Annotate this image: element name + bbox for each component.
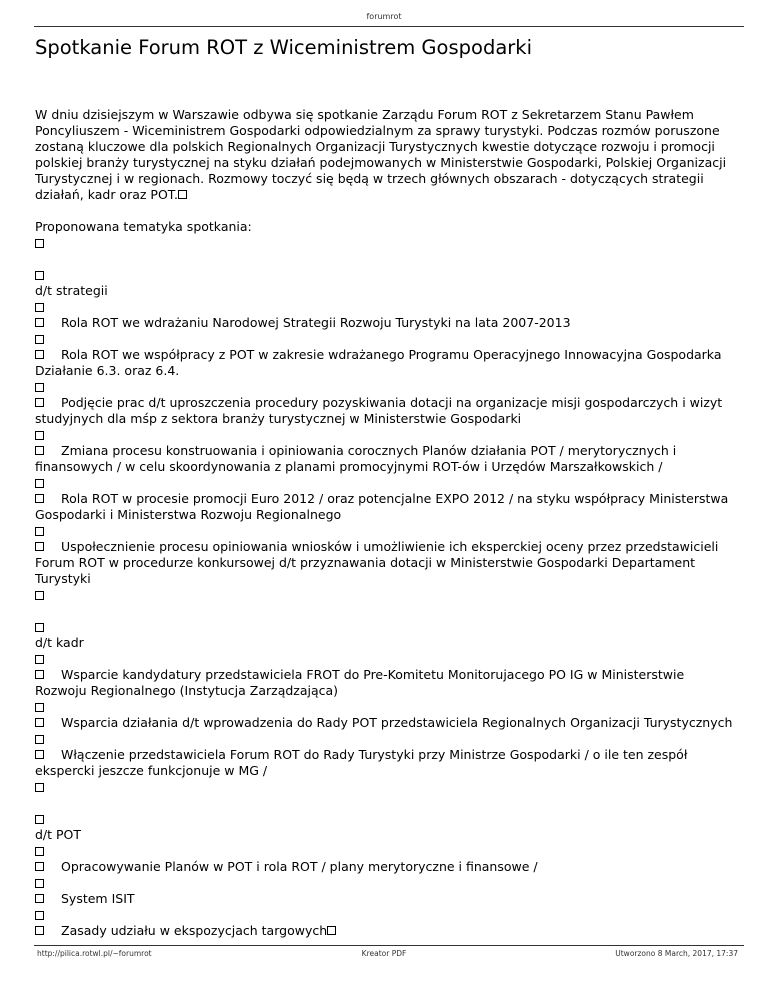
list-item: [35, 715, 738, 731]
placeholder-glyph: [35, 926, 44, 935]
placeholder-glyph: [35, 862, 44, 871]
list-item-text: Wsparcia działania d/t wprowadzenia do Rady POT przedstawiciela Regionalnych Organizacji Turystycznych: [61, 715, 733, 730]
topic-section: [35, 267, 738, 619]
list-item-text: Zmiana procesu konstruowania i opiniowania corocznych Planów działania POT / merytorycznych i finansowych / w celu skoordynowania z planami promocyjnymi ROT-ów i Urzędów Marszałkowskich /: [35, 443, 677, 474]
intro-text: W dniu dzisiejszym w Warszawie odbywa się spotkanie Zarządu Forum ROT z Sekretarzem Stanu Pawłem Poncyliuszem - Wiceministrem Gospodarki odpowiedzialnym za sprawy turystyki. Podczas rozmów poruszone zostaną kluczowe dla polskich Regionalnych Organizacji Turystycznych kwestie dotyczące rozwoju i promocji polskiej branży turystycznej na styku działań podejmowanych w Ministerstwie Gospodarki, Polskiej Organizacji Turystycznej i w regionach. Rozmowy toczyć się będą w trzech głównych obszarach - dotyczących strategii działań, kadr oraz POT.: [35, 107, 727, 202]
placeholder-glyph: [35, 703, 44, 712]
list-item-text: System ISIT: [61, 891, 135, 906]
list-item-text: Rola ROT we wdrażaniu Narodowej Strategii Rozwoju Turystyki na lata 2007-2013: [61, 315, 571, 330]
placeholder-glyph: [35, 446, 44, 455]
placeholder-glyph: [35, 431, 44, 440]
placeholder-glyph: [35, 815, 44, 824]
list-item: [35, 539, 738, 587]
topics-list: [35, 267, 738, 939]
placeholder-glyph: [35, 271, 44, 280]
list-item: [35, 315, 738, 331]
list-item-text: Zasady udziału w ekspozycjach targowych: [61, 923, 328, 938]
page-title: Spotkanie Forum ROT z Wiceministrem Gospodarki: [35, 36, 532, 59]
list-item-text: Podjęcie prac d/t uproszczenia procedury pozyskiwania dotacji na organizacje misji gospodarczych i wizyt studyjnych dla mśp z sektora branży turystycznej w Ministerstwie Gospodarki: [35, 395, 723, 426]
placeholder-glyph: [178, 190, 187, 199]
list-item: [35, 443, 738, 475]
placeholder-glyph: [35, 303, 44, 312]
list-item: [35, 923, 738, 939]
placeholder-glyph: [35, 350, 44, 359]
placeholder-glyph: [35, 911, 44, 920]
placeholder-glyph: [35, 239, 44, 248]
placeholder-glyph: [35, 591, 44, 600]
footer-url[interactable]: http://pilica.rotwl.pl/~forumrot: [37, 949, 152, 958]
placeholder-glyph: [35, 479, 44, 488]
section-heading: d/t kadr: [35, 635, 84, 650]
topic-section: [35, 619, 738, 811]
list-item: [35, 859, 738, 875]
placeholder-glyph: [35, 718, 44, 727]
placeholder-glyph: [35, 879, 44, 888]
placeholder-glyph: [35, 527, 44, 536]
placeholder-glyph: [35, 335, 44, 344]
list-item: [35, 347, 738, 379]
placeholder-glyph: [35, 847, 44, 856]
placeholder-glyph: [35, 623, 44, 632]
list-item: [35, 747, 738, 779]
topic-section: [35, 811, 738, 939]
header-divider: [34, 26, 744, 27]
list-item: [35, 491, 738, 523]
placeholder-glyph: [35, 670, 44, 679]
placeholder-glyph: [327, 926, 336, 935]
placeholder-glyph: [35, 655, 44, 664]
placeholder-glyph: [35, 383, 44, 392]
placeholder-glyph: [35, 398, 44, 407]
list-item: [35, 891, 738, 907]
site-header: forumrot: [366, 12, 402, 21]
placeholder-glyph: [35, 318, 44, 327]
list-item-text: Opracowywanie Planów w POT i rola ROT / plany merytoryczne i finansowe /: [61, 859, 538, 874]
list-item: [35, 667, 738, 699]
list-item-text: Włączenie przedstawiciela Forum ROT do Rady Turystyki przy Ministrze Gospodarki / o ile ten zespół ekspercki jeszcze funkcjonuje w MG /: [35, 747, 688, 778]
section-heading: d/t POT: [35, 827, 82, 842]
placeholder-glyph: [35, 542, 44, 551]
placeholder-glyph: [35, 894, 44, 903]
list-item: [35, 395, 738, 427]
footer-created: Utworzono 8 March, 2017, 17:37: [615, 949, 738, 958]
intro-paragraph: [35, 107, 738, 203]
section-heading: d/t strategii: [35, 283, 108, 298]
placeholder-glyph: [35, 494, 44, 503]
footer-divider: [34, 945, 744, 946]
placeholder-glyph: [35, 750, 44, 759]
footer-generator: Kreator PDF: [361, 949, 407, 958]
list-item-text: Rola ROT we współpracy z POT w zakresie wdrażanego Programu Operacyjnego Innowacyjna Gospodarka Działanie 6.3. oraz 6.4.: [35, 347, 722, 378]
placeholder-glyph: [35, 783, 44, 792]
list-item-text: Uspołecznienie procesu opiniowania wniosków i umożliwienie ich eksperckiej oceny przez przedstawicieli Forum ROT w procedurze konkursowej d/t przyznawania dotacji w Ministerstwie Gospodarki Departament Turystyki: [35, 539, 719, 586]
list-item-text: Wsparcie kandydatury przedstawiciela FROT do Pre-Komitetu Monitorujacego PO IG w Ministerstwie Rozwoju Regionalnego (Instytucja Zarządzająca): [35, 667, 685, 698]
placeholder-glyph: [35, 735, 44, 744]
article-body: [35, 107, 738, 939]
topics-label: Proponowana tematyka spotkania:: [35, 219, 252, 234]
list-item-text: Rola ROT w procesie promocji Euro 2012 / oraz potencjalne EXPO 2012 / na styku współpracy Ministerstwa Gospodarki i Ministerstwa Rozwoju Regionalnego: [35, 491, 729, 522]
